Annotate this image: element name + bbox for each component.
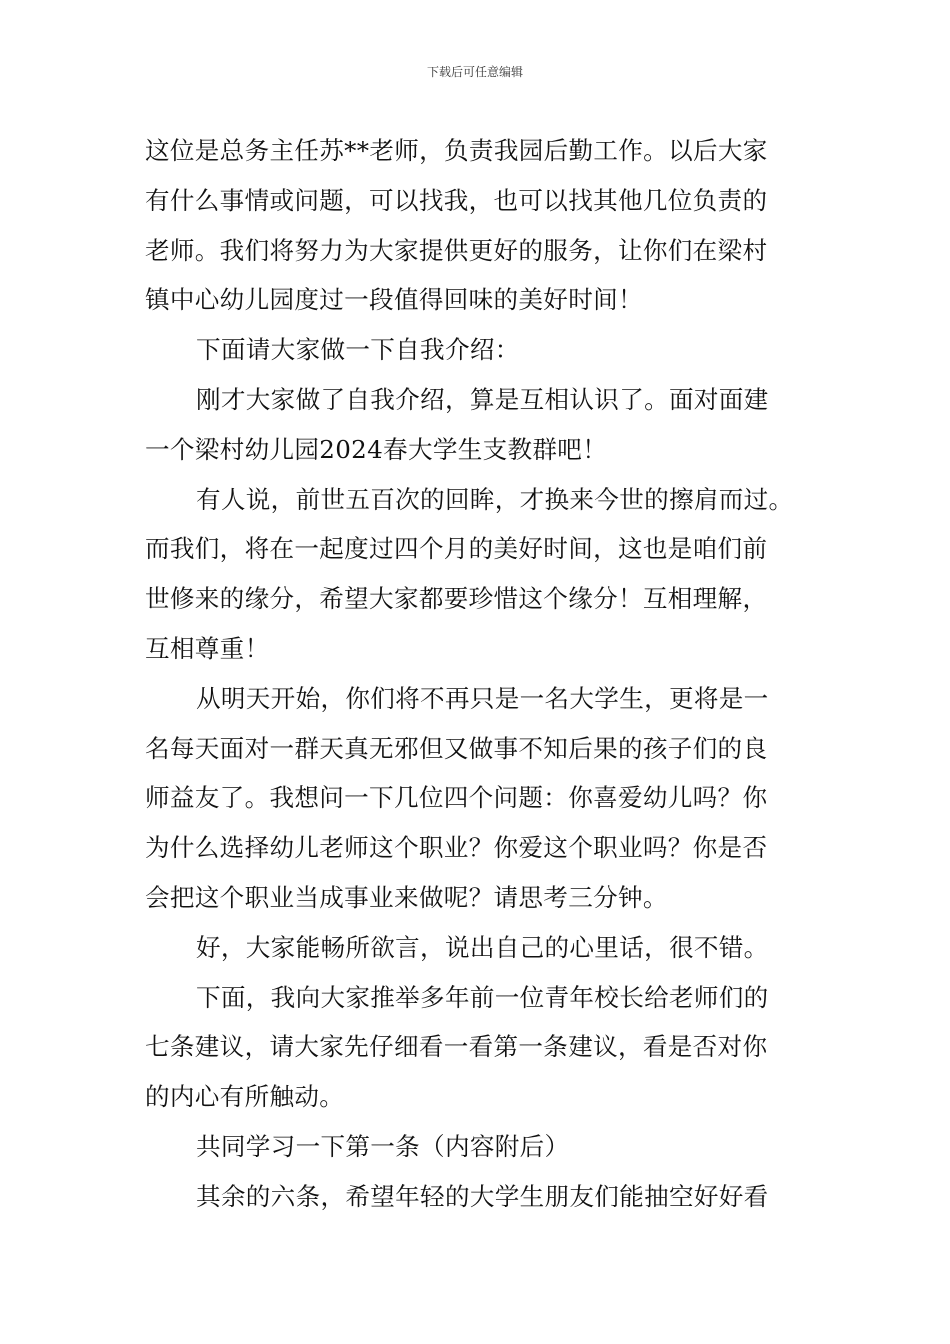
- text-line: 师益友了。我想问一下几位四个问题：你喜爱幼儿吗？你: [145, 783, 768, 813]
- text-line: 下面请大家做一下自我介绍：: [196, 335, 520, 365]
- text-line: 一个梁村幼儿园2024春大学生支教群吧！: [145, 434, 608, 464]
- text-line: 镇中心幼儿园度过一段值得回味的美好时间！: [145, 285, 643, 315]
- text-line: 从明天开始，你们将不再只是一名大学生，更将是一: [196, 683, 769, 713]
- text-line: 有人说，前世五百次的回眸，才换来今世的擦肩而过。: [196, 484, 794, 514]
- text-line: 好，大家能畅所欲言，说出自己的心里话，很不错。: [196, 932, 769, 962]
- text-line: 有什么事情或问题，可以找我，也可以找其他几位负责的: [145, 185, 768, 215]
- text-line: 共同学习一下第一条（内容附后）: [196, 1131, 570, 1161]
- text-line: 下面，我向大家推举多年前一位青年校长给老师们的: [196, 982, 769, 1012]
- text-line: 互相尊重！: [145, 633, 270, 663]
- text-line: 名每天面对一群天真无邪但又做事不知后果的孩子们的良: [145, 733, 768, 763]
- text-line: 老师。我们将努力为大家提供更好的服务，让你们在梁村: [145, 235, 768, 265]
- document-body: [145, 126, 815, 1222]
- text-line: 而我们，将在一起度过四个月的美好时间，这也是咱们前: [145, 534, 768, 564]
- text-line: 的内心有所触动。: [145, 1082, 345, 1112]
- text-line: 这位是总务主任苏**老师，负责我园后勤工作。以后大家: [145, 136, 768, 165]
- page-header: 下载后可任意编辑: [426, 65, 523, 79]
- text-line: 七条建议，请大家先仔细看一看第一条建议，看是否对你: [145, 1032, 768, 1062]
- text-line: 世修来的缘分，希望大家都要珍惜这个缘分！互相理解，: [145, 584, 768, 614]
- text-line: 会把这个职业当成事业来做呢？请思考三分钟。: [145, 882, 668, 912]
- text-line: 为什么选择幼儿老师这个职业？你爱这个职业吗？你是否: [145, 833, 768, 863]
- text-line: 刚才大家做了自我介绍，算是互相认识了。面对面建: [196, 384, 769, 414]
- text-line: 其余的六条，希望年轻的大学生朋友们能抽空好好看: [196, 1181, 769, 1211]
